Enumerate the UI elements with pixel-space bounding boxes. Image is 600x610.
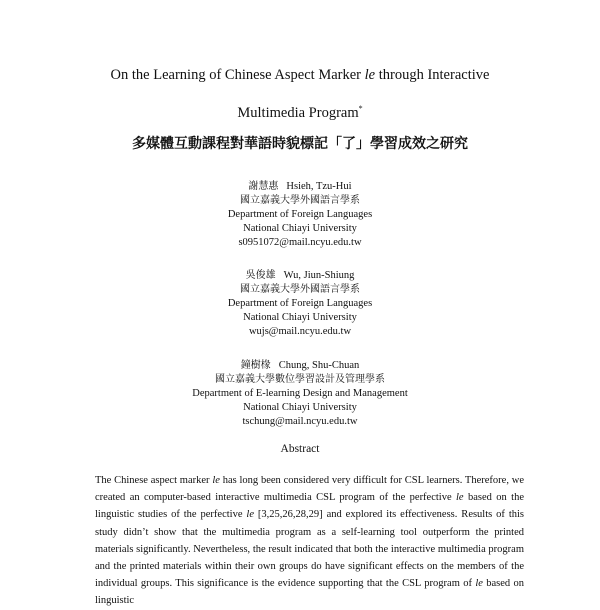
author-name-zh: 鐘樹椽 (240, 360, 271, 371)
paper-title-en-line1: On the Learning of Chinese Aspect Marker le through Interactive (110, 67, 490, 83)
italic-le: le (212, 475, 220, 486)
footnote-mark: * (358, 104, 363, 113)
italic-le: le (456, 492, 464, 504)
author-affiliation-zh: 國立嘉義大學數位學習設計及管理學系 (215, 374, 385, 385)
author-email[interactable]: tschung@mail.ncyu.edu.tw (242, 416, 358, 427)
author-university-en: National Chiayi University (243, 223, 357, 234)
abstract-paragraph: The Chinese aspect marker le has long been considered very difficult for CSL learners. Therefore, we created an computer-based interactive multimedia CSL program of the perfective le based on the linguistic studies of the perfective le [3,25,26,28,29] and explored its effectiveness. Results of this study didn’t show that the multimedia program as a self-learning tool outperform the printed materials significantly. Nevertheless, the result indicated that both the interactive multimedia program and the printed materials within their own groups do have significant effects on the members of the individual groups. This significance is the evidence supporting that the CSL program of le based on linguistic (95, 475, 524, 607)
author-university-en: National Chiayi University (243, 402, 357, 413)
author-name-en: Hsieh, Tzu-Hui (286, 181, 352, 192)
italic-le: le (475, 578, 483, 590)
italic-le: le (246, 509, 254, 521)
author-name-line (0, 180, 600, 194)
author-department-en: Department of E-learning Design and Management (192, 388, 408, 399)
author-name-zh: 吳俊雄 (245, 270, 276, 281)
author-affiliation-zh: 國立嘉義大學外國語言學系 (240, 195, 360, 206)
author-block-1 (0, 180, 600, 250)
author-email[interactable]: wujs@mail.ncyu.edu.tw (248, 326, 352, 337)
author-name-line (0, 359, 600, 373)
paper-title-zh: 多媒體互動課程對華語時貌標記「了」學習成效之研究 (132, 136, 468, 152)
title-italic-le: le (364, 67, 376, 83)
author-block-2 (0, 269, 600, 339)
author-university-en: National Chiayi University (243, 312, 357, 323)
author-block-3 (0, 359, 600, 429)
author-affiliation-zh: 國立嘉義大學外國語言學系 (240, 284, 360, 295)
author-department-en: Department of Foreign Languages (227, 209, 373, 220)
author-name-en: Wu, Jiun-Shiung (283, 270, 355, 281)
author-department-en: Department of Foreign Languages (227, 298, 373, 309)
author-email[interactable]: s0951072@mail.ncyu.edu.tw (238, 237, 362, 248)
author-name-en: Chung, Shu-Chuan (278, 360, 360, 371)
author-name-zh: 謝慧惠 (248, 181, 279, 192)
author-name-line (0, 269, 600, 283)
abstract-heading: Abstract (280, 443, 320, 455)
paper-title-en-line2: Multimedia Program* (237, 104, 363, 121)
